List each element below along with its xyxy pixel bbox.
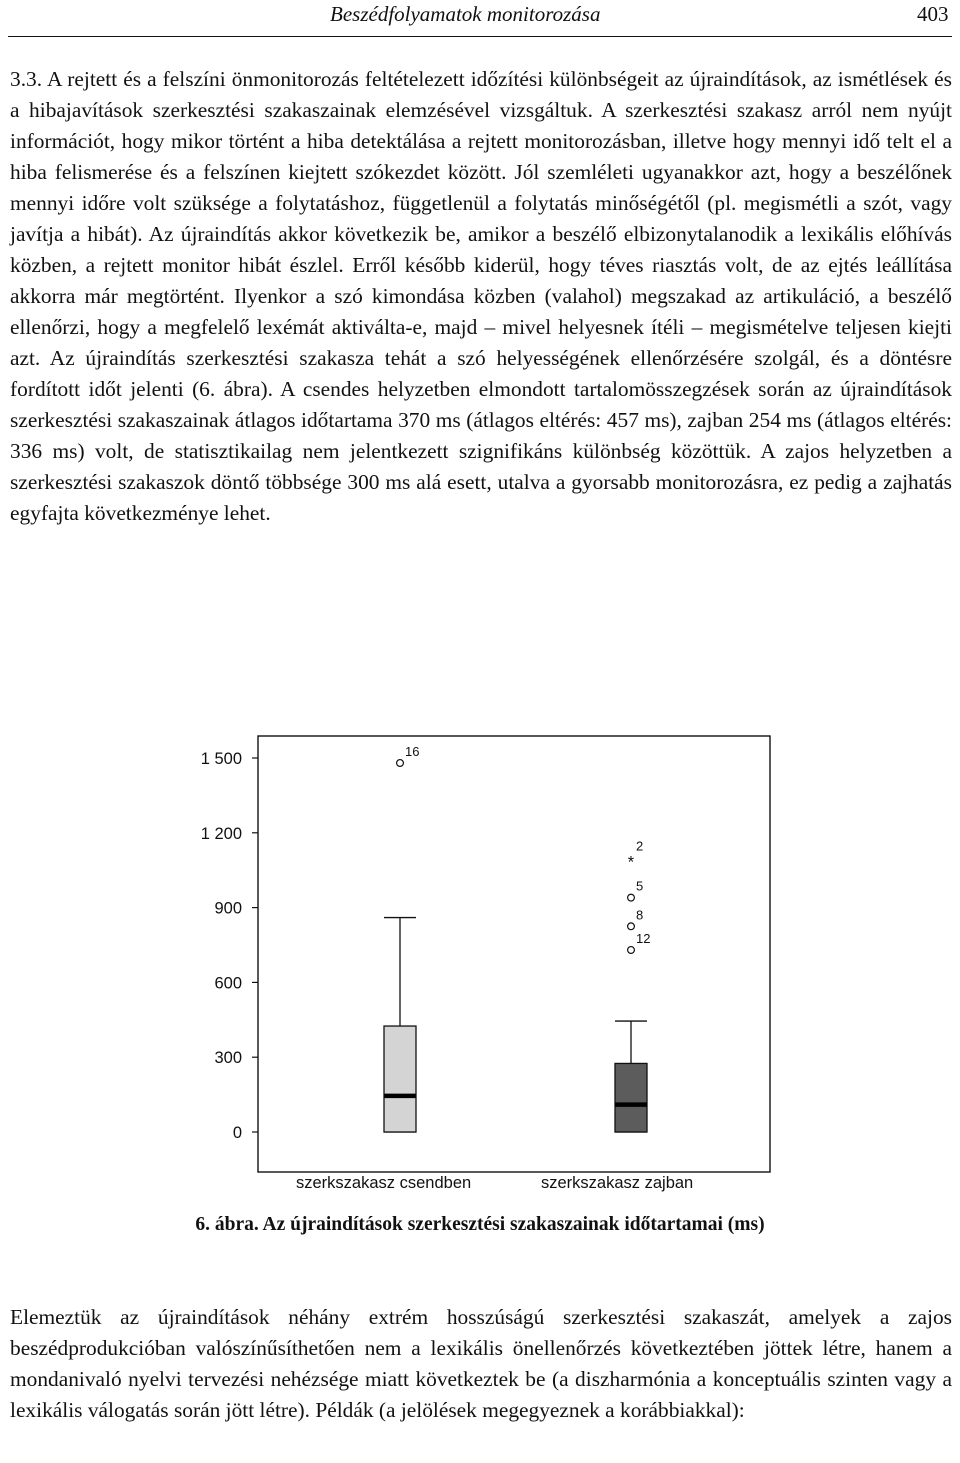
page-number: 403 xyxy=(917,2,949,26)
plot-frame xyxy=(258,736,770,1172)
y-tick-label: 1 200 xyxy=(200,824,242,843)
box xyxy=(384,1026,416,1132)
outlier-point xyxy=(397,760,404,767)
outlier-point xyxy=(628,923,635,930)
outlier-label: 8 xyxy=(636,907,644,923)
box xyxy=(615,1063,647,1132)
figure-6 xyxy=(0,730,960,1200)
page-header xyxy=(0,0,960,40)
header-rule xyxy=(8,36,952,37)
outlier-point xyxy=(628,947,635,954)
y-tick-label: 300 xyxy=(214,1049,242,1068)
outlier-label: 2 xyxy=(636,838,644,854)
outlier-label: 5 xyxy=(636,878,644,894)
outlier-star: * xyxy=(627,853,635,872)
y-tick-label: 600 xyxy=(214,974,242,993)
boxplot-chart xyxy=(0,730,960,1200)
y-tick-label: 900 xyxy=(214,899,242,918)
paragraph-examples: Elemeztük az újraindítások néhány extrém hosszúságú szerkesztési szakaszát, amelyek a zajos beszédprodukcióban valószínűsíthetően nem a lexikális önellenőrzés következtében jöttek létre, hanem a mondanivaló nyelvi tervezési nehézsége miatt következtek be (a diszharmónia a konceptuális szinten vagy a lexikális válogatás során jött létre). Példák (a jelölések megegyeznek a korábbiakkal): xyxy=(10,1305,952,1422)
category-label: szerkszakasz csendben xyxy=(296,1174,472,1192)
outlier-label: 12 xyxy=(636,930,651,946)
running-title: Beszédfolyamatok monitorozása xyxy=(330,2,601,26)
figure-caption: 6. ábra. Az újraindítások szerkesztési szakaszainak időtartamai (ms) xyxy=(195,1214,765,1235)
outlier-point xyxy=(628,894,635,901)
paragraph-section-3-3: 3.3. A rejtett és a felszíni önmonitorozás feltételezett időzítési különbségeit az újraindítások, az ismétlések és a hibajavítások szerkesztési szakaszainak elemzésével vizsgáltuk. A szerkesztési szakasz arról nem nyújt információt, hogy mikor történt a hiba detektálása a rejtett monitorozásban, illetve hogy mennyi idő telt el a hiba felismerése és a felszínen kiejtett szókezdet között. Jól szemléleti ugyanakkor azt, hogy a beszélőnek mennyi időre volt szüksége a folytatáshoz, függetlenül a folytatás minőségétől (pl. megismétli a szót, vagy javítja a hibát). Az újraindítás akkor következik be, amikor a beszélő elbizonytalanodik a lexikális előhívás közben, a rejtett monitor hibát észlel. Erről később kiderül, hogy téves riasztás volt, de az ejtés leállítása akkorra már megtörtént. Ilyenkor a szó kimondása közben (valahol) megszakad az artikuláció, a beszélő ellenőrzi, hogy a megfelelő lexémát aktiválta-e, majd – mivel helyesnek ítéli – megismételve teljesen kiejti azt. Az újraindítás szerkesztési szakasza tehát a szó helyességének ellenőrzésére szolgál, és a döntésre fordított időt jelenti (6. ábra). A csendes helyzetben elmondott tartalomösszegzések során az újraindítások szerkesztési szakaszainak átlagos időtartama 370 ms (átlagos eltérés: 457 ms), zajban 254 ms (átlagos eltérés: 336 ms) volt, de statisztikailag nem jelentkezett szignifikáns különbség közöttük. A zajos helyzetben a szerkesztési szakaszok döntő többsége 300 ms alá esett, utalva a gyorsabb monitorozásra, ez pedig a zajhatás egyfajta következménye lehet. xyxy=(10,67,952,525)
y-tick-label: 1 500 xyxy=(200,750,242,768)
category-label: szerkszakasz zajban xyxy=(541,1174,694,1192)
outlier-label: 16 xyxy=(405,743,420,759)
y-tick-label: 0 xyxy=(232,1124,242,1142)
